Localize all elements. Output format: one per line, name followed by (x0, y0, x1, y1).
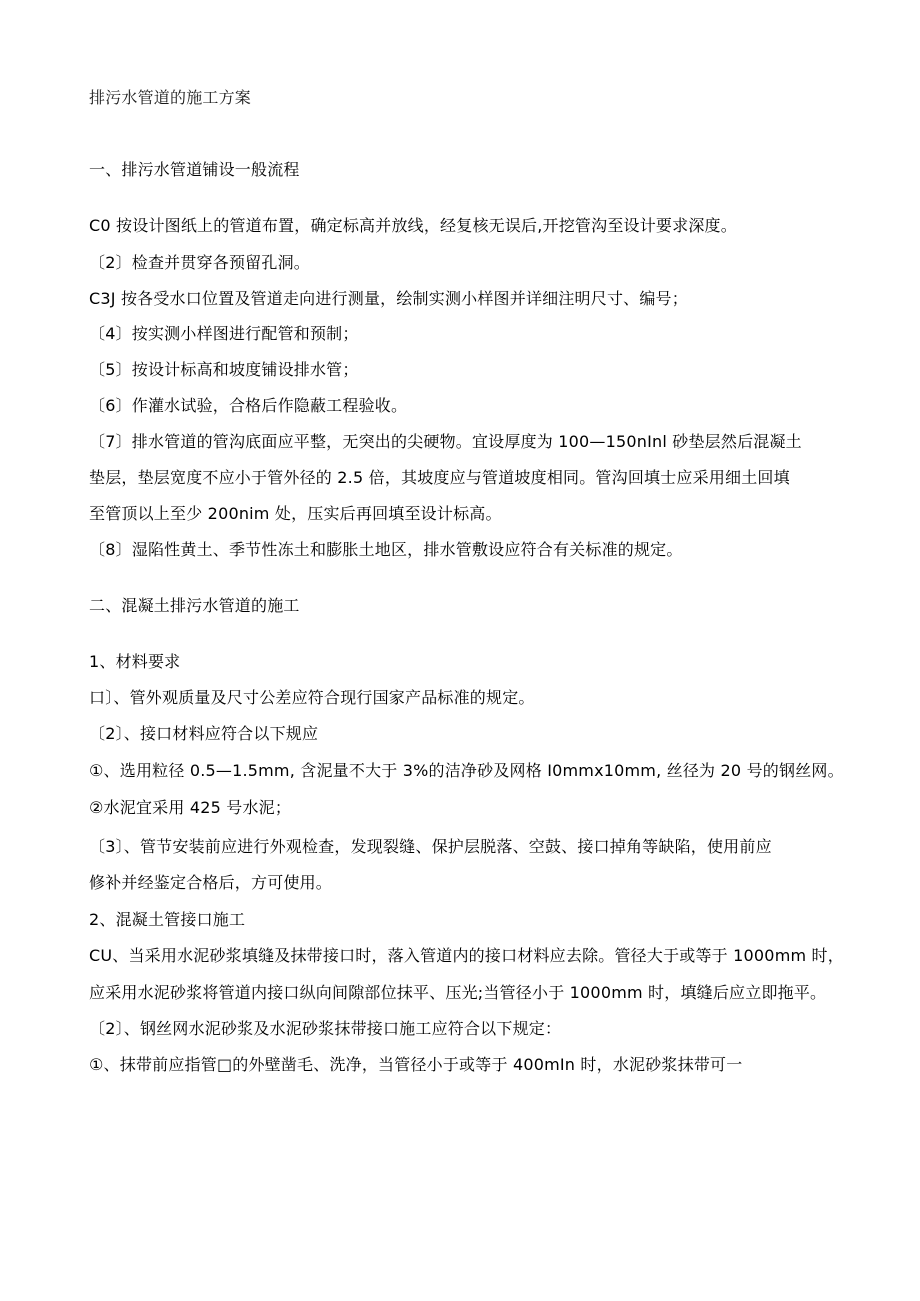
paragraph-line: 〔4〕按实测小样图进行配管和预制； (89, 324, 359, 343)
paragraph-line: 〔2〕检查并贯穿各预留孔洞。 (89, 253, 310, 272)
paragraph-line: ①、选用粒径 0.5—1.5mm, 含泥量不大于 3%的洁净砂及网格 I0mmx10mm, 丝径为 20 号的钢丝网。 (89, 761, 844, 780)
paragraph-line: 口〕、管外观质量及尺寸公差应符合现行国家产品标准的规定。 (89, 688, 535, 707)
paragraph-line: ①、抹带前应指管□的外壁凿毛、洗净，当管径小于或等于 400mIn 时，水泥砂浆抹带可一 (89, 1055, 743, 1074)
paragraph-line: CU、当采用水泥砂浆填缝及抹带接口时，落入管道内的接口材料应去除。管径大于或等于 1000mm 时， (89, 946, 844, 965)
paragraph-line: 〔2〕、接口材料应符合以下规应 (89, 724, 319, 743)
paragraph-line: 修补并经鉴定合格后，方可使用。 (89, 873, 333, 892)
paragraph-line: 〔2〕、钢丝网水泥砂浆及水泥砂浆抹带接口施工应符合以下规定： (89, 1019, 562, 1038)
paragraph-line: 〔7〕排水管道的管沟底面应平整，无突出的尖硬物。宜设厚度为 100—150nInl 砂垫层然后混凝土 (89, 432, 802, 451)
paragraph-line: C0 按设计图纸上的管道布置，确定标高并放线，经复核无误后,开挖管沟至设计要求深度。 (89, 216, 737, 235)
paragraph-line: 〔8〕湿陷性黄土、季节性冻土和膨胀土地区，排水管敷设应符合有关标准的规定。 (89, 540, 683, 559)
paragraph-line: 垫层，垫层宽度不应小于管外径的 2.5 倍，其坡度应与管道坡度相同。管沟回填士应采用细土回填 (89, 468, 790, 487)
section-heading: 一、排污水管道铺设一般流程 (89, 160, 300, 179)
paragraph-line: 应采用水泥砂浆将管道内接口纵向间隙部位抹平、压光;当管径小于 1000mm 时，填缝后应立即拖平。 (89, 983, 827, 1002)
paragraph-line: 至管顶以上至少 200nim 处，压实后再回填至设计标高。 (89, 504, 502, 523)
section-heading: 二、混凝土排污水管道的施工 (89, 596, 300, 615)
subsection-heading: 1、材料要求 (89, 652, 181, 671)
subsection-heading: 2、混凝土管接口施工 (89, 910, 246, 929)
paragraph-line: C3J 按各受水口位置及管道走向进行测量，绘制实测小样图并详细注明尺寸、编号； (89, 289, 688, 308)
paragraph-line: 〔3〕、管节安装前应进行外观检查，发现裂缝、保护层脱落、空鼓、接口掉角等缺陷，使用前应 (89, 837, 772, 856)
paragraph-line: 〔6〕作灌水试验，合格后作隐蔽工程验收。 (89, 396, 408, 415)
paragraph-line: 〔5〕按设计标高和坡度铺设排水管； (89, 360, 359, 379)
document-title: 排污水管道的施工方案 (89, 88, 252, 107)
paragraph-line: ②水泥宜采用 425 号水泥； (89, 798, 292, 817)
